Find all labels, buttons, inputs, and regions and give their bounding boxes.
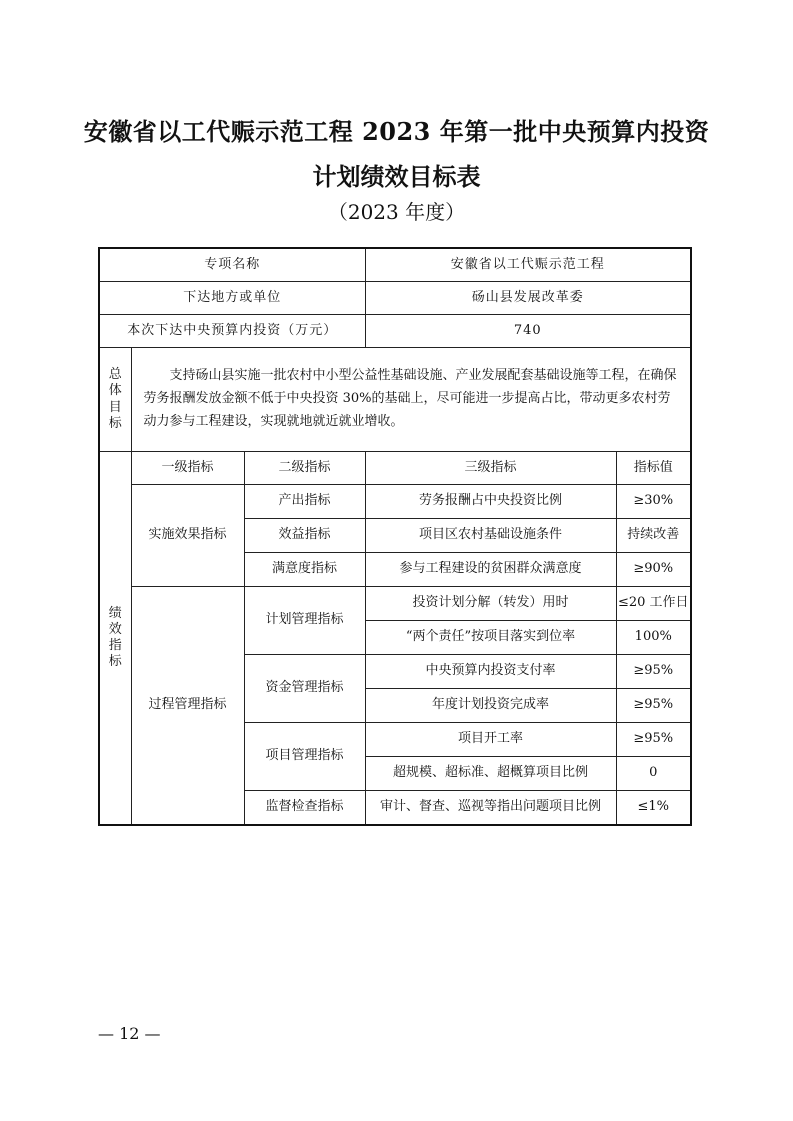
indicator-value: ≥30% [616, 485, 691, 519]
column-header: 指标值 [616, 452, 691, 485]
header-value: 安徽省以工代赈示范工程 [365, 248, 691, 282]
level3-indicator: 年度计划投资完成率 [365, 689, 616, 723]
indicator-value: ≥95% [616, 723, 691, 757]
level3-indicator: 项目区农村基础设施条件 [365, 519, 616, 553]
goal-label-text: 总 体 目 标 [108, 367, 122, 431]
perf-label [99, 452, 131, 826]
level3-indicator: 超规模、超标准、超概算项目比例 [365, 757, 616, 791]
level2-indicator: 计划管理指标 [244, 587, 365, 655]
level2-indicator: 满意度指标 [244, 553, 365, 587]
level2-indicator: 项目管理指标 [244, 723, 365, 791]
level3-indicator: 审计、督查、巡视等指出问题项目比例 [365, 791, 616, 826]
document-title-line1: 安徽省以工代赈示范工程 2023 年第一批中央预算内投资 [83, 117, 710, 146]
indicator-value: 0 [616, 757, 691, 791]
header-value: 740 [365, 315, 691, 348]
indicator-value: ≥95% [616, 655, 691, 689]
level2-indicator: 效益指标 [244, 519, 365, 553]
indicator-value: ≤1% [616, 791, 691, 826]
indicator-value: ≤20 工作日 [616, 587, 691, 621]
level2-indicator: 监督检查指标 [244, 791, 365, 826]
perf-row [99, 587, 691, 621]
header-label: 专项名称 [99, 248, 365, 282]
indicator-value: 100% [616, 621, 691, 655]
column-header: 三级指标 [365, 452, 616, 485]
perf-column-header-row [99, 452, 691, 485]
level3-indicator: 参与工程建设的贫困群众满意度 [365, 553, 616, 587]
header-row [99, 248, 691, 282]
level2-indicator: 资金管理指标 [244, 655, 365, 723]
level1-indicator: 过程管理指标 [131, 587, 244, 826]
level3-indicator: 投资计划分解（转发）用时 [365, 587, 616, 621]
level3-indicator: 中央预算内投资支付率 [365, 655, 616, 689]
header-row [99, 315, 691, 348]
goal-row [99, 348, 691, 452]
level3-indicator: “两个责任”按项目落实到位率 [365, 621, 616, 655]
perf-label-text: 绩 效 指 标 [108, 605, 122, 670]
level3-indicator: 劳务报酬占中央投资比例 [365, 485, 616, 519]
document-year: （2023 年度） [327, 200, 466, 224]
goal-text: 支持砀山县实施一批农村中小型公益性基础设施、产业发展配套基础设施等工程，在确保劳务报酬发放金额不低于中央投资 30%的基础上，尽可能进一步提高占比，带动更多农村劳动力参与工程建设，实现就地就近就业增收。 [131, 348, 691, 452]
level2-indicator: 产出指标 [244, 485, 365, 519]
performance-target-table [98, 247, 692, 826]
column-header: 二级指标 [244, 452, 365, 485]
goal-label [99, 348, 131, 452]
indicator-value: ≥95% [616, 689, 691, 723]
level1-indicator: 实施效果指标 [131, 485, 244, 587]
header-label: 下达地方或单位 [99, 282, 365, 315]
header-label: 本次下达中央预算内投资（万元） [99, 315, 365, 348]
header-value: 砀山县发展改革委 [365, 282, 691, 315]
level3-indicator: 项目开工率 [365, 723, 616, 757]
perf-row [99, 485, 691, 519]
page-number: — 12 — [98, 1024, 161, 1043]
indicator-value: 持续改善 [616, 519, 691, 553]
document-title-line2: 计划绩效目标表 [312, 162, 481, 191]
indicator-value: ≥90% [616, 553, 691, 587]
column-header: 一级指标 [131, 452, 244, 485]
header-row [99, 282, 691, 315]
